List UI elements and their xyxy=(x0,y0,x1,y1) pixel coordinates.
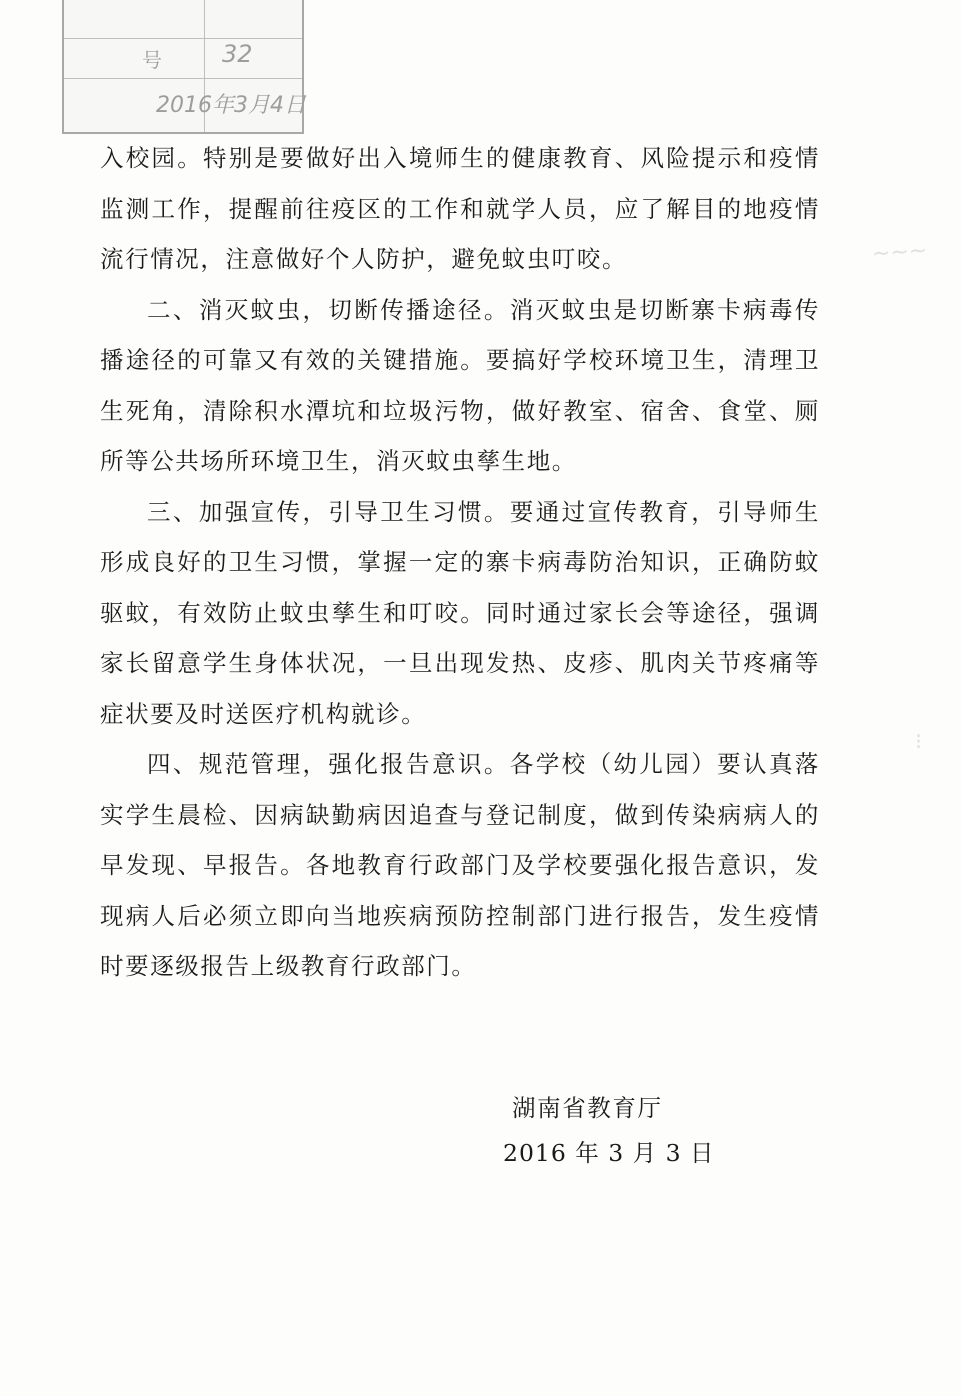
stamp-number-suffix: 号 xyxy=(142,48,162,72)
stamp-row xyxy=(64,38,302,79)
signature-organization: 湖南省教育厅 xyxy=(512,1094,663,1122)
bleed-through-mark: ⁝ xyxy=(915,730,922,755)
paragraph-section-3: 三、加强宣传，引导卫生习惯。要通过宣传教育，引导师生形成良好的卫生习惯，掌握一定的寨卡病毒防治知识，正确防蚊驱蚊，有效防止蚊虫孳生和叮咬。同时通过家长会等途径，强调家长留意学生身体状况，一旦出现发热、皮疹、肌肉关节疼痛等症状要及时送医疗机构就诊。 xyxy=(100,497,820,728)
paragraph-section-2: 二、消灭蚊虫，切断传播途径。消灭蚊虫是切断寨卡病毒传播途径的可靠又有效的关键措施。要搞好学校环境卫生，清理卫生死角，清除积水潭坑和垃圾污物，做好教室、宿舍、食堂、厕所等公共场所环境卫生，消灭蚊虫孳生地。 xyxy=(100,295,820,475)
bleed-through-mark: ~~~ xyxy=(871,238,929,267)
document-body xyxy=(100,133,820,992)
signature-date: 2016 年 3 月 3 日 xyxy=(503,1139,715,1167)
stamp-handwritten-date: 2016年3月4日 xyxy=(156,93,306,118)
received-stamp xyxy=(62,0,304,134)
stamp-number: 32 xyxy=(222,40,253,68)
paragraph-section-4: 四、规范管理，强化报告意识。各学校（幼儿园）要认真落实学生晨检、因病缺勤病因追查与登记制度，做到传染病病人的早发现、早报告。各地教育行政部门及学校要强化报告意识，发现病人后必须立即向当地疾病预防控制部门进行报告，发生疫情时要逐级报告上级教育行政部门。 xyxy=(100,750,820,980)
paragraph-continuation: 入校园。特别是要做好出入境师生的健康教育、风险提示和疫情监测工作，提醒前往疫区的工作和就学人员，应了解目的地疫情流行情况，注意做好个人防护，避免蚊虫叮咬。 xyxy=(100,144,820,273)
stamp-row xyxy=(64,0,302,39)
